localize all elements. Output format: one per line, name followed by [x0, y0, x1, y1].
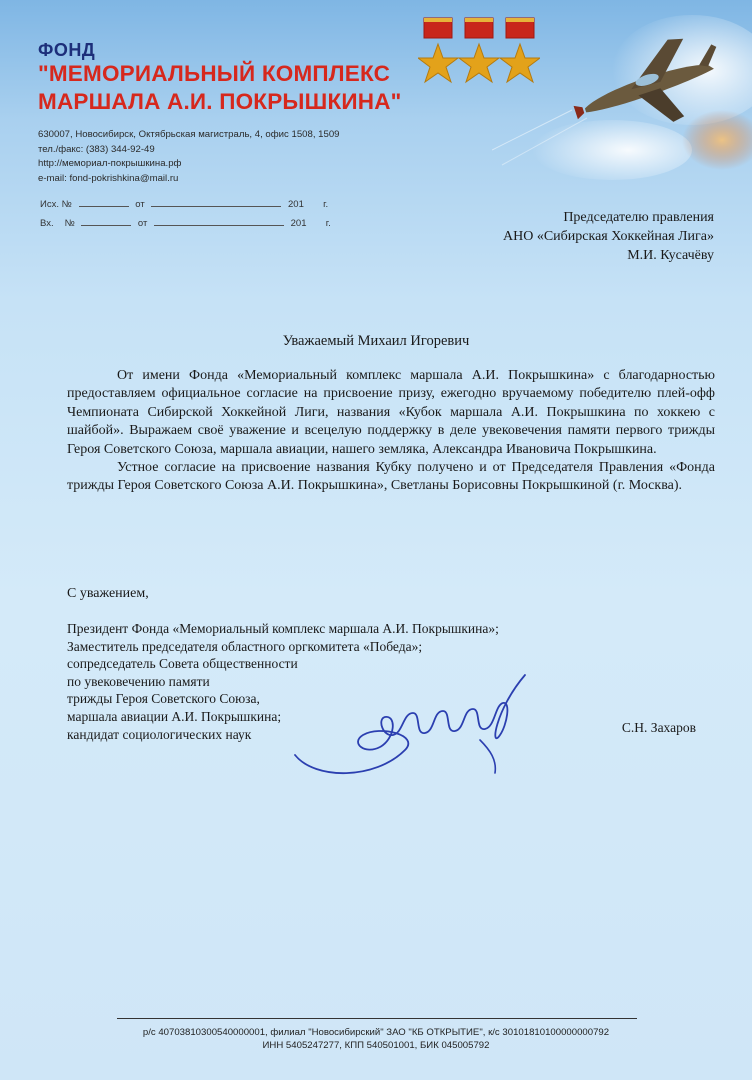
gold-star-medals: [418, 16, 540, 94]
incoming-year-suffix: г.: [325, 218, 331, 229]
closing-regards: С уважением,: [67, 586, 149, 601]
outgoing-from-label: от: [135, 199, 145, 210]
salutation: Уважаемый Михаил Игоревич: [282, 333, 470, 349]
contact-phone: тел./факс: (383) 344-92-49: [38, 143, 155, 155]
contact-email: e-mail: fond-pokrishkina@mail.ru: [38, 172, 179, 184]
addressee-line2: АНО «Сибирская Хоккейная Лига»: [502, 229, 714, 244]
incoming-date-blank: [154, 217, 284, 226]
gold-star-medal-icon: [418, 18, 458, 82]
gold-star-medal-icon: [500, 18, 540, 82]
footer-bank-details: [0, 1026, 752, 1052]
contact-website: http://мемориал-покрышкина.рф: [38, 158, 182, 169]
incoming-number-line: [40, 217, 331, 229]
outgoing-date-blank: [151, 198, 281, 207]
addressee-line1: Председателю правления: [563, 210, 714, 225]
signer-title-line: по увековечению памяти: [67, 673, 210, 689]
footer-line1: р/с 40703810300540000001, филиал "Новосибирский" ЗАО "КБ ОТКРЫТИЕ", к/с 30101810100000000792: [142, 1027, 610, 1038]
signer-title-line: сопредседатель Совета общественности: [67, 656, 298, 672]
outgoing-year-suffix: г.: [323, 199, 329, 210]
signer-title-line: трижды Героя Советского Союза,: [67, 691, 260, 707]
incoming-year: 201: [290, 218, 307, 229]
signer-title-line: Заместитель председателя областного оргкомитета «Победа»;: [67, 638, 423, 654]
contact-block: [38, 128, 340, 186]
incoming-from-label: от: [137, 218, 148, 229]
body-paragraph-1: От имени Фонда «Мемориальный комплекс маршала А.И. Покрышкина» с благодарностью предоставляем официальное согласие на присвоение призу, ежегодно вручаемому победителю плей-офф Чемпионата Сибирской Хоккейной Лиги, названия «Кубок маршала А.И. Покрышкина по хоккею с шайбой». Выражаем своё уважение и всецелую поддержку в деле увековечения памяти первого трижды Героя Советского Союза, маршала авиации, нашего земляка, Александра Ивановича Покрышкина.: [67, 368, 715, 457]
outgoing-number-line: [40, 198, 328, 210]
signer-title-line: маршала авиации А.И. Покрышкина;: [67, 708, 282, 724]
letterhead-title-line1: "МЕМОРИАЛЬНЫЙ КОМПЛЕКС: [38, 61, 391, 86]
signer-name: С.Н. Захаров: [621, 720, 696, 735]
outgoing-number-blank: [79, 198, 129, 207]
signature: [285, 655, 545, 785]
letterhead-title: [38, 60, 402, 116]
addressee-line3: М.И. Кусачёву: [627, 248, 714, 263]
letterhead-fond: ФОНД: [38, 40, 96, 60]
outgoing-year: 201: [288, 199, 304, 210]
letter-body: [67, 367, 715, 496]
outgoing-label: Исх. №: [40, 199, 72, 210]
incoming-number-blank: [81, 217, 131, 226]
signer-title-line: кандидат социологических наук: [67, 726, 252, 742]
incoming-label: Вх.: [40, 218, 54, 229]
gold-star-medal-icon: [459, 18, 499, 82]
footer-divider: [117, 1018, 637, 1019]
body-paragraph-2: Устное согласие на присвоение названия Кубку получено и от Председателя Правления «Фонда трижды Героя Советского Союза А.И. Покрышкина», Светланы Борисовны Покрышкиной (г. Москва).: [67, 460, 715, 494]
addressee-block: [503, 208, 714, 265]
footer-line2: ИНН 5405247277, КПП 540501001, БИК 045005792: [262, 1040, 490, 1051]
incoming-no-label: №: [64, 218, 75, 229]
letterhead-title-line2: МАРШАЛА А.И. ПОКРЫШКИНА": [38, 89, 402, 114]
signer-title-line: Президент Фонда «Мемориальный комплекс маршала А.И. Покрышкина»;: [67, 621, 499, 636]
contact-address: 630007, Новосибирск, Октябрьская магистраль, 4, офис 1508, 1509: [38, 129, 340, 140]
